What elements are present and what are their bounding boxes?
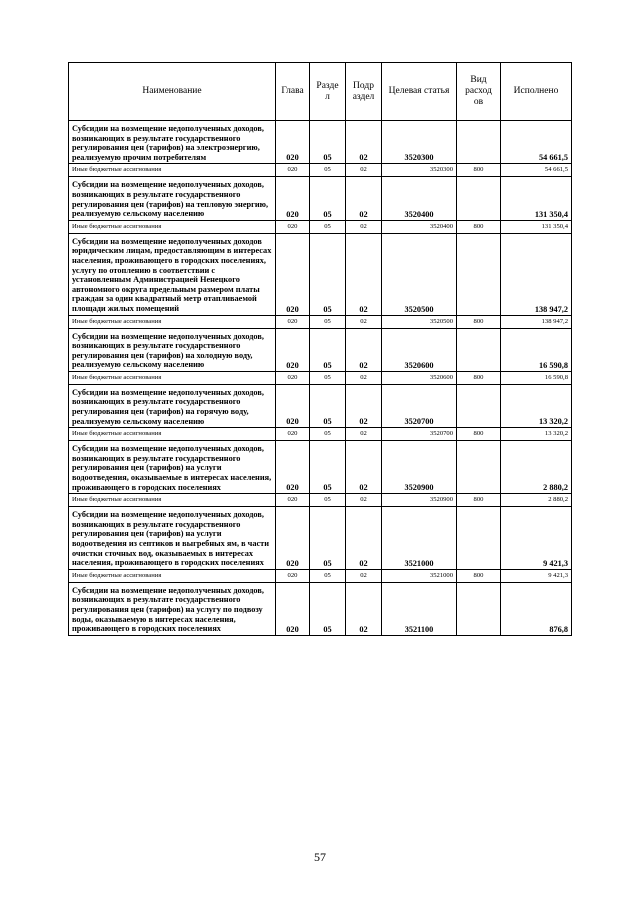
page-number: 57	[314, 850, 326, 864]
cell-chapter: 020	[276, 121, 310, 164]
cell-subsection: 02	[346, 494, 382, 507]
cell-article: 3520700	[382, 428, 457, 441]
cell-article: 3520500	[382, 233, 457, 315]
cell-subsection: 02	[346, 441, 382, 494]
cell-name: Субсидии на возмещение недополученных доходов, возникающих в результате государственного регулирования цен (тарифов) на тепловую энергию, реализуемую сельскому населению	[69, 177, 276, 220]
cell-name: Иные бюджетные ассигнования	[69, 569, 276, 582]
cell-article: 3521000	[382, 507, 457, 570]
cell-name: Иные бюджетные ассигнования	[69, 315, 276, 328]
cell-chapter: 020	[276, 164, 310, 177]
cell-expense-type	[457, 441, 501, 494]
header-row	[69, 63, 572, 121]
cell-subsection: 02	[346, 507, 382, 570]
cell-name: Иные бюджетные ассигнования	[69, 220, 276, 233]
cell-section: 05	[310, 582, 346, 635]
cell-chapter: 020	[276, 371, 310, 384]
header-executed: Исполнено	[501, 63, 572, 121]
cell-article: 3521100	[382, 582, 457, 635]
cell-expense-type: 800	[457, 428, 501, 441]
cell-article: 3520600	[382, 328, 457, 371]
header-chapter: Глава	[276, 63, 310, 121]
cell-amount: 2 880,2	[501, 494, 572, 507]
cell-section: 05	[310, 315, 346, 328]
cell-article: 3520700	[382, 384, 457, 427]
cell-chapter: 020	[276, 328, 310, 371]
table-row	[69, 328, 572, 371]
cell-expense-type: 800	[457, 494, 501, 507]
cell-subsection: 02	[346, 233, 382, 315]
cell-subsection: 02	[346, 582, 382, 635]
cell-article: 3520400	[382, 220, 457, 233]
cell-amount: 138 947,2	[501, 233, 572, 315]
cell-article: 3520400	[382, 177, 457, 220]
table-row	[69, 441, 572, 494]
cell-amount: 13 320,2	[501, 384, 572, 427]
cell-amount: 16 590,8	[501, 328, 572, 371]
cell-amount: 131 350,4	[501, 220, 572, 233]
cell-amount: 9 421,3	[501, 507, 572, 570]
cell-name: Субсидии на возмещение недополученных доходов, возникающих в результате государственного регулирования цен (тарифов) на горячую воду, реализуемую сельскому населению	[69, 384, 276, 427]
cell-subsection: 02	[346, 384, 382, 427]
cell-chapter: 020	[276, 315, 310, 328]
cell-amount: 138 947,2	[501, 315, 572, 328]
header-subsection: Подр аздел	[346, 63, 382, 121]
cell-subsection: 02	[346, 371, 382, 384]
cell-name: Субсидии на возмещение недополученных доходов, возникающих в результате государственного регулирования цен (тарифов) на услуги водоотведения из септиков и выгребных ям, в части очистки сточных вод, оказываемых в интересах населения, проживающего в городских поселениях	[69, 507, 276, 570]
cell-name: Субсидии на возмещение недополученных доходов, возникающих в результате государственного регулирования цен (тарифов) на холодную воду, реализуемую сельскому населению	[69, 328, 276, 371]
cell-name: Субсидии на возмещение недополученных доходов, возникающих в результате государственного регулирования цен (тарифов) на услугу по подвозу воды, оказываемую в интересах населения, проживающего в городских поселениях	[69, 582, 276, 635]
table-subrow	[69, 569, 572, 582]
table-subrow	[69, 371, 572, 384]
table-subrow	[69, 315, 572, 328]
table-subrow	[69, 428, 572, 441]
cell-section: 05	[310, 121, 346, 164]
cell-name: Иные бюджетные ассигнования	[69, 428, 276, 441]
cell-section: 05	[310, 441, 346, 494]
cell-chapter: 020	[276, 220, 310, 233]
cell-chapter: 020	[276, 569, 310, 582]
table-row	[69, 384, 572, 427]
cell-amount: 54 661,5	[501, 164, 572, 177]
cell-article: 3520900	[382, 494, 457, 507]
cell-expense-type	[457, 233, 501, 315]
cell-expense-type	[457, 121, 501, 164]
cell-amount: 54 661,5	[501, 121, 572, 164]
table-row	[69, 177, 572, 220]
table-row	[69, 121, 572, 164]
cell-section: 05	[310, 569, 346, 582]
cell-section: 05	[310, 177, 346, 220]
cell-amount: 16 590,8	[501, 371, 572, 384]
budget-table	[68, 62, 572, 636]
cell-section: 05	[310, 233, 346, 315]
header-expense-type: Вид расход ов	[457, 63, 501, 121]
cell-subsection: 02	[346, 315, 382, 328]
header-section: Разде л	[310, 63, 346, 121]
table-row	[69, 582, 572, 635]
cell-name: Иные бюджетные ассигнования	[69, 371, 276, 384]
cell-expense-type: 800	[457, 315, 501, 328]
cell-chapter: 020	[276, 507, 310, 570]
table-subrow	[69, 220, 572, 233]
table-row	[69, 233, 572, 315]
cell-subsection: 02	[346, 121, 382, 164]
cell-article: 3520900	[382, 441, 457, 494]
cell-expense-type: 800	[457, 569, 501, 582]
cell-section: 05	[310, 220, 346, 233]
table-row	[69, 507, 572, 570]
header-name: Наименование	[69, 63, 276, 121]
cell-expense-type: 800	[457, 220, 501, 233]
cell-article: 3521000	[382, 569, 457, 582]
cell-chapter: 020	[276, 177, 310, 220]
cell-chapter: 020	[276, 582, 310, 635]
cell-chapter: 020	[276, 441, 310, 494]
cell-amount: 131 350,4	[501, 177, 572, 220]
cell-expense-type	[457, 507, 501, 570]
cell-name: Субсидии на возмещение недополученных доходов, возникающих в результате государственного регулирования цен (тарифов) на услуги водоотведения, оказываемые в интересах населения, проживающего в городских поселениях	[69, 441, 276, 494]
cell-expense-type	[457, 177, 501, 220]
cell-subsection: 02	[346, 569, 382, 582]
cell-name: Субсидии на возмещение недополученных доходов юридическим лицам, предоставляющим в интересах населения, проживающего в городских поселениях, услугу по отоплению в соответствии с установленным Администрацией Ненецкого автономного округа предельным размером платы граждан за один квадратный метр отапливаемой площади жилых помещений	[69, 233, 276, 315]
cell-section: 05	[310, 328, 346, 371]
cell-chapter: 020	[276, 384, 310, 427]
cell-chapter: 020	[276, 428, 310, 441]
cell-section: 05	[310, 371, 346, 384]
table-body	[69, 121, 572, 636]
cell-article: 3520300	[382, 164, 457, 177]
cell-subsection: 02	[346, 220, 382, 233]
cell-article: 3520500	[382, 315, 457, 328]
cell-amount: 2 880,2	[501, 441, 572, 494]
cell-chapter: 020	[276, 494, 310, 507]
cell-amount: 9 421,3	[501, 569, 572, 582]
cell-expense-type	[457, 582, 501, 635]
cell-section: 05	[310, 384, 346, 427]
cell-amount: 876,8	[501, 582, 572, 635]
header-target-article: Целевая статья	[382, 63, 457, 121]
cell-expense-type	[457, 384, 501, 427]
cell-section: 05	[310, 428, 346, 441]
cell-subsection: 02	[346, 328, 382, 371]
cell-section: 05	[310, 507, 346, 570]
cell-expense-type: 800	[457, 371, 501, 384]
cell-subsection: 02	[346, 428, 382, 441]
cell-name: Субсидии на возмещение недополученных доходов, возникающих в результате государственного регулирования цен (тарифов) на электроэнергию, реализуемую прочим потребителям	[69, 121, 276, 164]
cell-amount: 13 320,2	[501, 428, 572, 441]
cell-article: 3520300	[382, 121, 457, 164]
cell-article: 3520600	[382, 371, 457, 384]
cell-section: 05	[310, 164, 346, 177]
cell-section: 05	[310, 494, 346, 507]
cell-expense-type	[457, 328, 501, 371]
cell-subsection: 02	[346, 177, 382, 220]
cell-chapter: 020	[276, 233, 310, 315]
cell-expense-type: 800	[457, 164, 501, 177]
cell-name: Иные бюджетные ассигнования	[69, 494, 276, 507]
table-subrow	[69, 494, 572, 507]
table-subrow	[69, 164, 572, 177]
cell-subsection: 02	[346, 164, 382, 177]
cell-name: Иные бюджетные ассигнования	[69, 164, 276, 177]
